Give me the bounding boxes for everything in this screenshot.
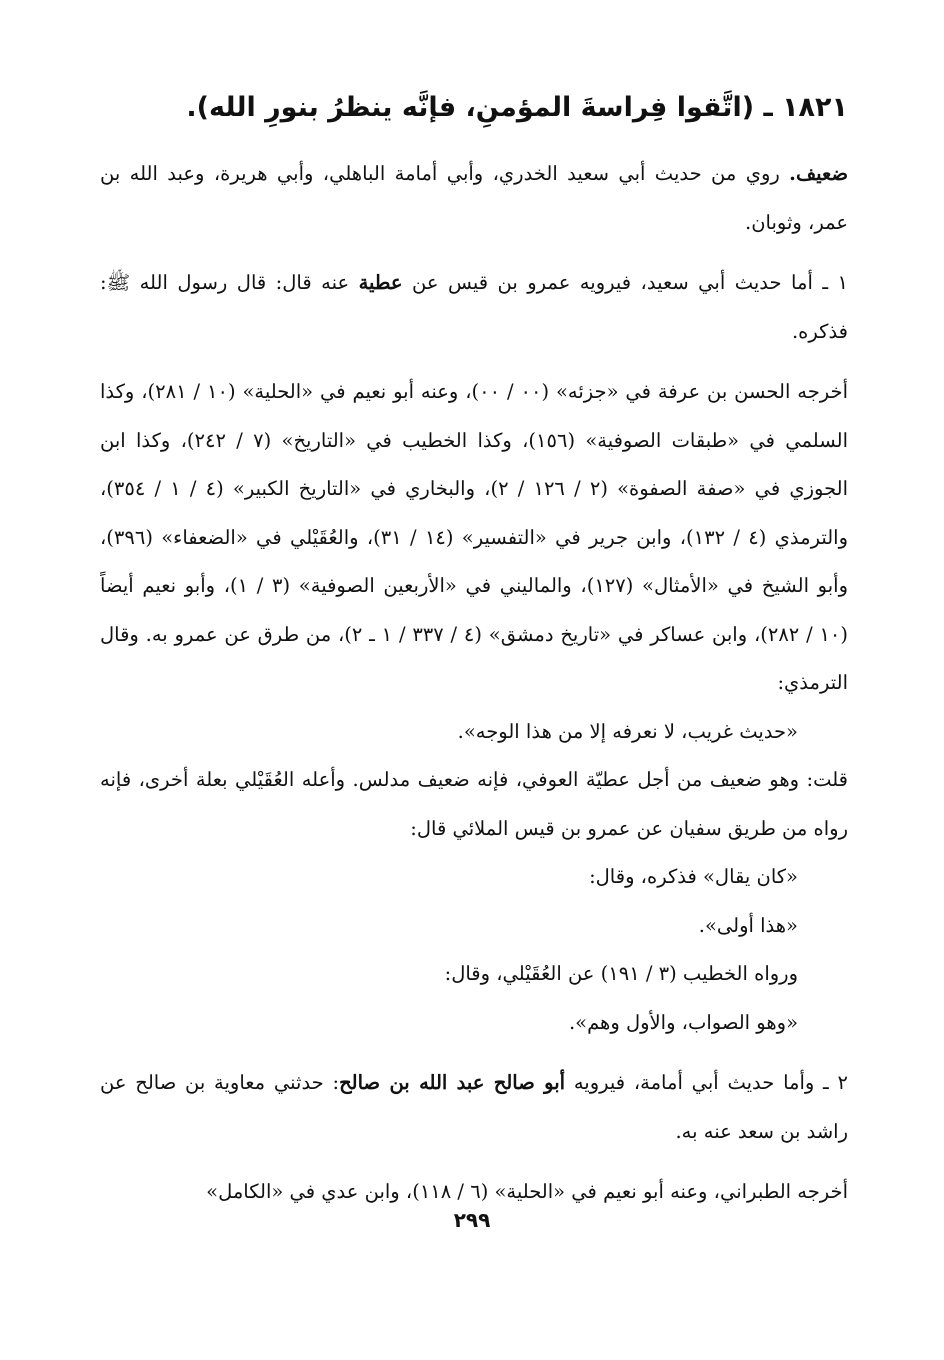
takhrij-paragraph-2: أخرجه الطبراني، وعنه أبو نعيم في «الحلية» (٦ / ١١٨)، وابن عدي في «الكامل» xyxy=(206,1180,848,1203)
hadith-heading: ١٨٢١ ـ (اتَّقوا فِراسةَ المؤمنِ، فإنَّه ينظرُ بنورِ الله). xyxy=(186,92,848,123)
section-1-rest: عنه قال: قال رسول الله ﷺ: فذكره. xyxy=(100,271,848,343)
section-1-intro: ١ ـ أما حديث أبي سعيد، فيرويه عمرو بن قيس عن xyxy=(412,271,848,294)
comment-paragraph: قلت: وهو ضعيف من أجل عطيّة العوفي، فإنه ضعيف مدلس. وأعله العُقَيْلي بعلة أخرى، فإنه رواه من طريق سفيان عن عمرو بن قيس الملائي قال: xyxy=(100,768,848,840)
grade-text: روي من حديث أبي سعيد الخدري، وأبي أمامة الباهلي، وأبي هريرة، وعبد الله بن عمر، وثوبان. xyxy=(100,162,848,234)
takhrij-paragraph-1: أخرجه الحسن بن عرفة في «جزئه» (٠٠ / ٠٠)، وعنه أبو نعيم في «الحلية» (١٠ / ٢٨١)، وكذا السلمي في «طبقات الصوفية» (١٥٦)، وكذا الخطيب في «التاريخ» (٧ / ٢٤٢)، وكذا ابن الجوزي في «صفة الصفوة» (٢ / ١٢٦ / ٢)، والبخاري في «التاريخ الكبير» (٤ / ١ / ٣٥٤)، والترمذي (٤ / ١٣٢)، وابن جرير في «التفسير» (١٤ / ٣١)، والعُقَيْلي في «الضعفاء» (٣٩٦)، وأبو الشيخ في «الأمثال» (١٢٧)، والماليني في «الأربعين الصوفية» (٣ / ١)، وأبو نعيم أيضاً (١٠ / ٢٨٢)، وابن عساكر في «تاريخ دمشق» (٤ / ٣٣٧ / ١ ـ ٢)، من طرق عن عمرو به. وقال الترمذي: xyxy=(100,380,849,694)
section-2-paragraph xyxy=(100,1059,848,1156)
narrator-name-atiyya: عطية xyxy=(358,271,403,294)
quote-hadha-awla: «هذا أولى». xyxy=(698,913,798,937)
section-1-paragraph xyxy=(100,259,848,356)
grade-paragraph xyxy=(100,150,848,247)
grade-label: ضعيف. xyxy=(789,162,848,185)
narrator-name-abu-salih: أبو صالح عبد الله بن صالح xyxy=(339,1071,566,1094)
section-2-rest: : حدثني معاوية بن صالح عن راشد بن سعد عنه به. xyxy=(100,1071,848,1143)
section-2-intro: ٢ ـ وأما حديث أبي أمامة، فيرويه xyxy=(573,1071,849,1094)
page-number: ٢٩٩ xyxy=(453,1208,491,1232)
quote-sawab: «وهو الصواب، والأول وهم». xyxy=(568,1010,798,1034)
tirmidhi-quote: «حديث غريب، لا نعرفه إلا من هذا الوجه». xyxy=(457,719,798,743)
khatib-line: ورواه الخطيب (٣ / ١٩١) عن العُقَيْلي، وقال: xyxy=(444,962,798,985)
quote-kana-yuqal: «كان يقال» فذكره، وقال: xyxy=(589,865,798,888)
